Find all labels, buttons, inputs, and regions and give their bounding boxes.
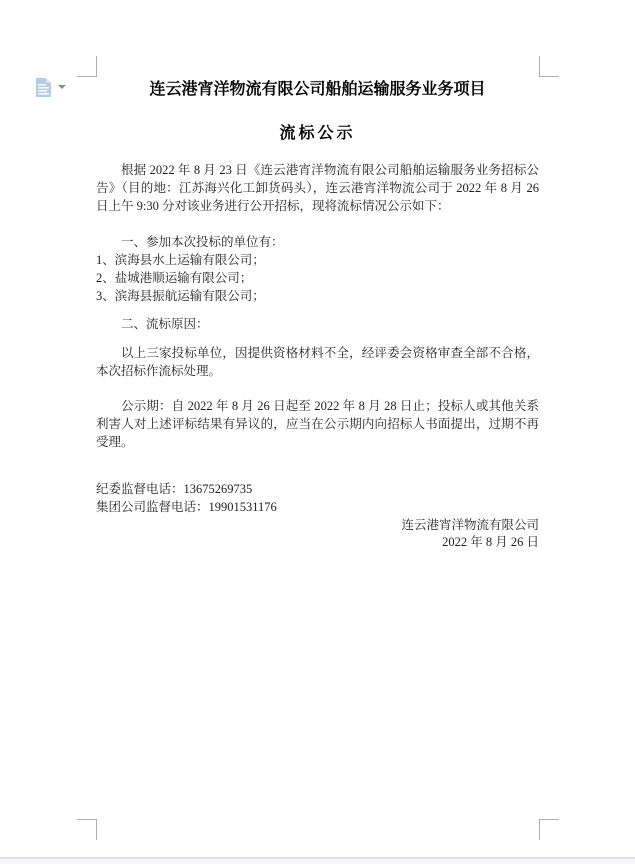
section-heading-bidders: 一、参加本次投标的单位有： — [121, 235, 284, 249]
bidder-list-item: 1、滨海县水上运输有限公司； — [96, 253, 265, 267]
paragraph-publicity-period: 公示期：自 2022 年 8 月 26 日起至 2022 年 8 月 28 日止；投标人或其他关系利害人对上述评标结果有异议的，应当在公示期内向招标人书面提出，过期不再受理。 — [96, 399, 539, 449]
paragraph-intro: 根据 2022 年 8 月 23 日《连云港宵洋物流有限公司船舶运输服务业务招标公告》（目的地：江苏海兴化工卸货码头），连云港宵洋物流公司于 2022 年 8 月 26 日上午 9:30 分对该业务进行公开招标，现将流标情况公示如下： — [96, 163, 539, 213]
margin-mark-bottom-right — [539, 819, 559, 840]
chevron-down-icon — [58, 85, 66, 89]
bidder-list-item: 2、盐城港顺运输有限公司； — [96, 271, 253, 285]
paragraph-reason: 以上三家投标单位，因提供资格材料不全，经评委会资格审查全部不合格，本次招标作流标处理。 — [96, 346, 539, 378]
section-heading-reason: 二、流标原因： — [121, 317, 209, 331]
margin-mark-top-right — [539, 56, 559, 77]
paste-options-icon — [34, 76, 53, 99]
supervision-phones — [96, 480, 539, 516]
signature-date: 2022 年 8 月 26 日 — [442, 535, 539, 549]
page-bottom-edge — [0, 857, 635, 864]
signature-company: 连云港宵洋物流有限公司 — [401, 518, 539, 532]
signature-block — [96, 517, 539, 551]
phone-line-discipline: 纪委监督电话：13675269735 — [96, 482, 253, 496]
document-subtitle: 流标公示 — [279, 125, 356, 142]
margin-mark-top-left — [77, 56, 97, 77]
document-body — [96, 76, 539, 551]
document-title: 连云港宵洋物流有限公司船舶运输服务业务项目 — [149, 81, 486, 98]
margin-mark-bottom-left — [77, 819, 97, 840]
paste-options-button[interactable] — [34, 76, 72, 104]
phone-line-group: 集团公司监督电话：19901531176 — [96, 500, 277, 514]
bidder-list-item: 3、滨海县振航运输有限公司； — [96, 289, 265, 303]
